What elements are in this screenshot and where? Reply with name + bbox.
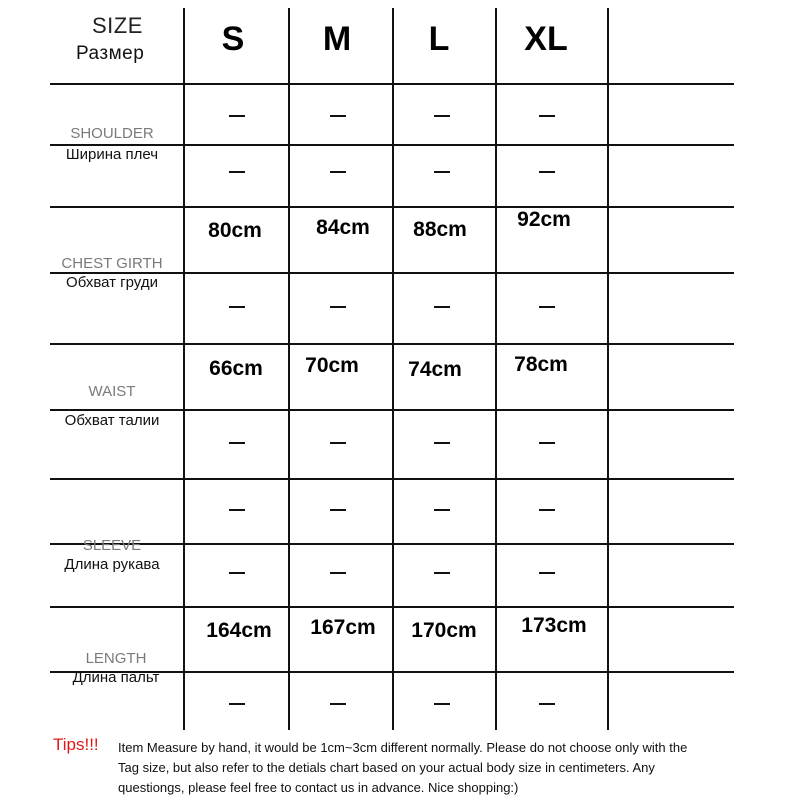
chest-value-xl: 92cm <box>517 208 571 231</box>
row-label-sleeve-en: SLEEVE <box>82 537 142 554</box>
empty-value-dash <box>539 703 555 705</box>
row-label-length-ru: Длина пальт <box>72 669 160 686</box>
empty-value-dash <box>434 171 450 173</box>
row-divider <box>50 409 734 411</box>
empty-value-dash <box>330 115 346 117</box>
empty-value-dash <box>229 442 245 444</box>
empty-value-dash <box>330 442 346 444</box>
size-label-en: SIZE <box>92 13 143 38</box>
row-divider <box>50 606 734 608</box>
waist-value-m: 70cm <box>305 354 359 377</box>
empty-value-dash <box>434 509 450 511</box>
empty-value-dash <box>434 115 450 117</box>
tips-line-1: Item Measure by hand, it would be 1cm~3cm different normally. Please do not choose only with the <box>118 740 688 755</box>
length-value-m: 167cm <box>310 616 376 639</box>
tips-label: Tips!!! <box>53 735 99 754</box>
empty-value-dash <box>229 115 245 117</box>
empty-value-dash <box>539 306 555 308</box>
empty-value-dash <box>539 509 555 511</box>
empty-value-dash <box>330 572 346 574</box>
length-value-s: 164cm <box>206 619 272 642</box>
empty-value-dash <box>539 115 555 117</box>
empty-value-dash <box>434 703 450 705</box>
chest-value-s: 80cm <box>208 219 262 242</box>
row-divider <box>50 206 734 208</box>
row-label-shoulder-en: SHOULDER <box>70 125 154 142</box>
row-divider <box>50 543 734 545</box>
empty-value-dash <box>229 509 245 511</box>
column-divider <box>183 8 185 730</box>
empty-value-dash <box>539 572 555 574</box>
chest-value-m: 84cm <box>316 216 370 239</box>
row-label-shoulder-ru: Ширина плеч <box>65 146 159 163</box>
empty-value-dash <box>330 509 346 511</box>
tips-line-2: Tag size, but also refer to the detials chart based on your actual body size in centimeters. Any <box>118 760 655 775</box>
empty-value-dash <box>330 703 346 705</box>
empty-value-dash <box>229 171 245 173</box>
empty-value-dash <box>434 572 450 574</box>
row-label-sleeve-ru: Длина рукава <box>64 556 160 573</box>
waist-value-xl: 78cm <box>514 353 568 376</box>
empty-value-dash <box>229 572 245 574</box>
row-label-chest-ru: Обхват груди <box>66 274 158 291</box>
size-heading-l: L <box>428 20 450 58</box>
empty-value-dash <box>229 306 245 308</box>
tips-line-3: questiongs, please feel free to contact us in advance. Nice shopping:) <box>118 780 519 795</box>
empty-value-dash <box>330 171 346 173</box>
row-label-chest-en: CHEST GIRTH <box>61 255 163 272</box>
column-divider <box>607 8 609 730</box>
empty-value-dash <box>539 442 555 444</box>
size-heading-s: S <box>221 20 245 58</box>
row-divider <box>50 478 734 480</box>
row-divider <box>50 83 734 85</box>
column-divider <box>495 8 497 730</box>
column-divider <box>288 8 290 730</box>
size-heading-xl: XL <box>524 20 568 58</box>
empty-value-dash <box>229 703 245 705</box>
chest-value-l: 88cm <box>413 218 467 241</box>
row-label-length-en: LENGTH <box>85 650 147 667</box>
row-label-waist-en: WAIST <box>88 383 136 400</box>
size-label-ru: Размер <box>76 43 145 64</box>
length-value-l: 170cm <box>411 619 477 642</box>
size-heading-m: M <box>322 20 352 58</box>
length-value-xl: 173cm <box>521 614 587 637</box>
waist-value-s: 66cm <box>209 357 263 380</box>
empty-value-dash <box>330 306 346 308</box>
row-divider <box>50 343 734 345</box>
empty-value-dash <box>434 306 450 308</box>
empty-value-dash <box>434 442 450 444</box>
waist-value-l: 74cm <box>408 358 462 381</box>
empty-value-dash <box>539 171 555 173</box>
row-label-waist-ru: Обхват талии <box>64 412 160 429</box>
column-divider <box>392 8 394 730</box>
